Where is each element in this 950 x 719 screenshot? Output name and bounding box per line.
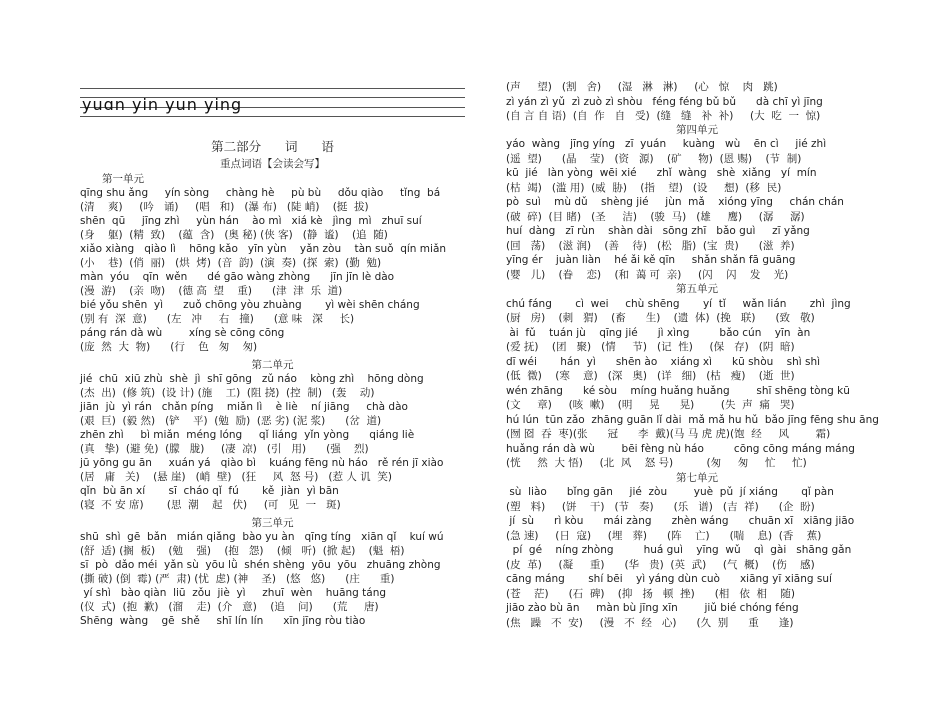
pinyin-line: ài fǔ tuán jù qīng jié jì xìng bǎo cún yīn àn: [506, 327, 811, 339]
pinyin-line: yí shì bào qiàn liū zǒu jiè yì zhuī wèn huāng táng: [80, 587, 387, 599]
pinyin-line: sù liào bǐng gān jié zòu yuè pǔ jí xiáng qǐ pàn: [506, 486, 834, 498]
word-line: (回 荡) (滋 润) (善 待) (松 脂) (宝 贵) (滋 养): [506, 240, 795, 252]
pinyin-line: xiǎo xiàng qiào lì hōng kǎo yīn yùn yǎn zòu tàn suǒ qín miǎn: [80, 243, 447, 255]
pinyin-line: pí gé níng zhòng huá guì yīng wǔ qì gài shāng gǎn: [506, 544, 852, 556]
word-line: (真 挚) (避 免) (朦 胧) (凄 凉) (引 用) (强 烈): [80, 443, 369, 455]
word-line: (撕 破) (倒 霉) (严 肃) (忧 虑) (神 圣) (悠 悠) (庄 重): [80, 573, 395, 585]
unit-heading: 第二单元: [251, 359, 294, 371]
word-line: (爱 抚) (团 聚) (情 节) (记 性) (保 存) (阴 暗): [506, 341, 795, 353]
word-line: (婴 儿) (眷 恋) (和 蔼 可 亲) (闪 闪 发 光): [506, 269, 789, 281]
word-line: (身 躯) (精 致) (蕴 含) (奥 秘) (侠 客) (静 谧) (追 随): [80, 229, 388, 241]
pinyin-line: màn yóu qīn wěn dé gāo wàng zhòng jīn jīn lè dào: [80, 271, 395, 283]
pinyin-line: bié yǒu shēn yì zuǒ chōng yòu zhuàng yì wèi shēn cháng: [80, 299, 420, 311]
word-line: (焦 躁 不 安) (漫 不 经 心) (久 别 重 逢): [506, 617, 794, 629]
pinyin-line: yīng ér juàn liàn hé ǎi kě qīn shǎn shǎn fā guāng: [506, 254, 796, 266]
rule-line: [80, 88, 465, 89]
section-subtitle: 重点词语【会读会写】: [220, 158, 325, 170]
word-line: (低 微) (寒 意) (深 奥) (详 细) (枯 瘦) (逝 世): [506, 370, 795, 382]
pinyin-line: sī pò dǎo méi yǎn sù yōu lǜ shén shèng yōu yōu zhuāng zhòng: [80, 559, 441, 571]
word-line: (庞 然 大 物) (行 色 匆 匆): [80, 341, 258, 353]
word-line: (漫 游) (亲 吻) (德 高 望 重) (津 津 乐 道): [80, 285, 343, 297]
pinyin-line: huǎng rán dà wù bēi fèng nù háo cōng cōng máng máng: [506, 443, 855, 455]
pinyin-line: dī wéi hán yì shēn ào xiáng xì kū shòu shì shì: [506, 356, 821, 368]
word-line: (苍 茫) (石 碑) (抑 扬 顿 挫) (相 依 相 随): [506, 588, 795, 600]
pinyin-line: zhēn zhì bì miǎn méng lóng qǐ liáng yǐn yòng qiáng liè: [80, 429, 415, 441]
pinyin-line: jí sù rì kòu mái zàng zhèn wáng chuān xī xiāng jiāo: [506, 515, 855, 527]
unit-heading: 第三单元: [251, 517, 294, 529]
word-line: (声 望) (割 舍) (湿 淋 淋) (心 惊 肉 跳): [506, 81, 778, 93]
pinyin-line: shū shì gē bǎn mián qiǎng bào yu àn qīng tíng xiān qǐ kuí wú: [80, 531, 444, 543]
pinyin-line: wén zhāng ké sòu míng huǎng huǎng shī shēng tòng kū: [506, 385, 850, 397]
word-line: (舒 适) (搁 板) (勉 强) (抱 怨) (倾 听) (掀 起) (魁 梧): [80, 545, 405, 557]
unit-heading: 第七单元: [676, 472, 718, 484]
pinyin-line: qǐn bù ān xí sī cháo qǐ fú kě jiàn yì bān: [80, 485, 339, 497]
pinyin-line: páng rán dà wù xíng sè cōng cōng: [80, 327, 285, 339]
pinyin-line: jiāo zào bù ān màn bù jīng xīn jiǔ bié chóng féng: [506, 602, 799, 614]
rule-line: [80, 116, 465, 117]
unit-heading: 第四单元: [676, 124, 718, 136]
word-line: (皮 革) (凝 重) (华 贵) (英 武) (气 概) (伤 感): [506, 559, 815, 571]
word-line: (囫 囵 吞 枣)(张 冠 李 戴)(马 马 虎 虎)(饱 经 风 霜): [506, 428, 831, 440]
pinyin-title: yuɑn yin yun ying: [82, 95, 243, 114]
unit-heading: 第五单元: [676, 283, 718, 295]
word-line: (自 言 自 语) (自 作 自 受) (缝 缝 补 补) (大 吃 一 惊): [506, 110, 821, 122]
word-line: (居 庸 关) (悬 崖) (峭 壁) (狂 风 怒 号) (惹 人 讥 笑): [80, 471, 392, 483]
pinyin-line: cāng máng shí bēi yì yáng dùn cuò xiāng yī xiāng suí: [506, 573, 832, 585]
pinyin-line: jū yōng gu ān xuán yá qiào bì kuáng fēng nù háo rě rén jī xiào: [80, 457, 444, 469]
pinyin-header: [80, 88, 465, 118]
pinyin-line: zì yán zì yǔ zì zuò zì shòu féng féng bǔ bǔ dà chī yì jīng: [506, 96, 823, 108]
pinyin-line: hú lún tūn zǎo zhāng guān lǐ dài mǎ mǎ hu hǔ bǎo jīng fēng shu āng: [506, 414, 879, 426]
part-title: 第二部分 词 语: [211, 139, 334, 154]
word-line: (文 章) (咳 嗽) (明 晃 晃) (失 声 痛 哭): [506, 399, 795, 411]
pinyin-line: yáo wàng jīng yíng zī yuán kuàng wù ēn cì jié zhì: [506, 138, 827, 150]
pinyin-line: Shēng wàng gē shě shī lín lín xīn jīng ròu tiào: [80, 615, 366, 627]
word-line: (小 巷) (俏 丽) (烘 烤) (音 韵) (演 奏) (探 索) (勤 勉): [80, 257, 382, 269]
word-line: (清 爽) (吟 诵) (唱 和) (瀑 布) (陡 峭) (挺 拔): [80, 201, 369, 213]
pinyin-line: jiān jù yì rán chǎn píng miǎn lì è liè ní jiāng chà dào: [80, 401, 408, 413]
word-line: (厨 房) (刺 猬) (畜 生) (遗 体) (挽 联) (致 敬): [506, 312, 815, 324]
word-line: (仪 式) (抱 歉) (溜 走) (介 意) (追 问) (荒 唐): [80, 601, 379, 613]
pinyin-line: pò suì mù dǔ shèng jié jùn mǎ xióng yīng chán chán: [506, 196, 844, 208]
pinyin-line: chú fáng cì wei chù shēng yí tǐ wǎn lián zhì jìng: [506, 298, 851, 310]
word-line: (急 速) (日 寇) (埋 葬) (阵 亡) (喘 息) (香 蕉): [506, 530, 822, 542]
word-line: (破 碎) (目 睹) (圣 洁) (骏 马) (雄 鹰) (潺 潺): [506, 211, 805, 223]
pinyin-line: jié chū xiū zhù shè jì shī gōng zǔ náo kòng zhì hōng dòng: [80, 373, 424, 385]
word-line: (恍 然 大 悟) (北 风 怒 号) (匆 匆 忙 忙): [506, 457, 807, 469]
unit-heading: 第一单元: [102, 173, 144, 185]
pinyin-line: qīng shu ǎng yín sòng chàng hè pù bù dǒu qiào tǐng bá: [80, 187, 441, 199]
pinyin-line: huí dàng zī rùn shàn dài sōng zhī bǎo guì zī yǎng: [506, 225, 810, 237]
pinyin-line: shēn qū jīng zhì yùn hán ào mì xiá kè jìng mì zhuī suí: [80, 215, 422, 227]
word-line: (塑 料) (饼 干) (节 奏) (乐 谱) (吉 祥) (企 盼): [506, 501, 815, 513]
word-line: (枯 竭) (滥 用) (威 胁) (指 望) (设 想) (移 民): [506, 182, 782, 194]
word-line: (别 有 深 意) (左 冲 右 撞) (意 味 深 长): [80, 313, 355, 325]
word-line: (遥 望) (晶 莹) (资 源) (矿 物) (恩 赐) (节 制): [506, 153, 802, 165]
word-line: (杰 出) (修 筑) (设 计) (施 工) (阻 挠) (控 制) (轰 动): [80, 387, 375, 399]
word-line: (艰 巨) (毅 然) (铲 平) (勉 励) (恶 劣) (泥 浆) (岔 道): [80, 415, 382, 427]
pinyin-line: kū jié làn yòng wēi xié zhǐ wàng shè xiǎng yí mín: [506, 167, 817, 179]
word-line: (寝 不 安 席) (思 潮 起 伏) (可 见 一 斑): [80, 499, 341, 511]
